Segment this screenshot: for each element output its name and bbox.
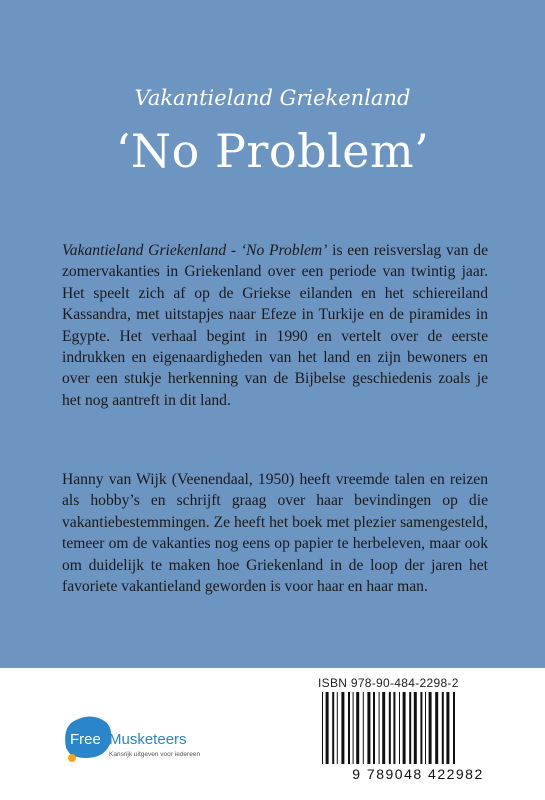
barcode-number: 9 789048 422982 (352, 766, 484, 782)
barcode-bar (332, 692, 334, 764)
barcode-bar (393, 692, 395, 764)
blurb-lead-italic: Vakantieland Griekenland - ‘No Problem’ (62, 242, 328, 259)
barcode-bar (389, 692, 391, 764)
barcode-bar (356, 692, 359, 764)
barcode-bar (367, 692, 370, 764)
barcode-bar (420, 692, 422, 764)
blurb-paragraph (62, 240, 488, 411)
barcode-bar (353, 692, 354, 764)
blurb-body: is een reisverslag van de zomervakanties in Griekenland over een periode van twintig jaar. Het speelt zich af op de Griekse eilanden en het schiereiland Kassandra, met uitstapjes naar Efeze in Turkije en de piramides in Egypte. Het verhaal begint in 1990 en vertelt over de eerste indrukken en eigenaardigheden van het land en zijn bewoners en over een stukje herkenning van de Bijbelse geschiedenis zoals je het nog aantreft in dit land. (62, 242, 489, 409)
barcode-bar (446, 692, 449, 764)
barcode-bar (379, 692, 380, 764)
barcode-bar (382, 692, 385, 764)
barcode-bar (399, 692, 400, 764)
barcode-bar (429, 692, 432, 764)
barcode-bar (435, 692, 438, 764)
barcode-bar (425, 692, 426, 764)
author-bio-paragraph: Hanny van Wijk (Veenendaal, 1950) heeft vreemde talen en reizen als hobby’s en schrijft graag over haar bevindingen op die vakantiebestemmingen. Ze heeft het boek met plezier samengesteld, temeer om de vakanties nog eens op papier te herbeleven, maar ook om duidelijk te maken hoe Griekenland in de loop der jaren het favoriete vakantieland geworden is voor haar en haar man. (62, 471, 488, 596)
publisher-name-musketeers: Musketeers (109, 731, 187, 748)
publisher-name-free: Free (70, 731, 101, 748)
barcode-bar (373, 692, 375, 764)
barcode-bar (453, 692, 455, 764)
publisher-logo (62, 708, 262, 768)
barcode-bar (337, 692, 338, 764)
barcode-bar (403, 692, 406, 764)
barcode-bar (322, 692, 323, 764)
barcode-bar (348, 692, 350, 764)
barcode-bar (442, 692, 444, 764)
barcode-bar (414, 692, 417, 764)
isbn-barcode (318, 692, 518, 764)
isbn-label: ISBN 978-90-484-2298-2 (318, 676, 459, 690)
cover-subtitle: Vakantieland Griekenland (134, 86, 411, 110)
publisher-tagline: Kansrijk uitgeven voor iedereen (109, 751, 201, 758)
cover-title: ‘No Problem’ (115, 124, 430, 178)
logo-dot-icon (68, 754, 76, 762)
barcode-bar (326, 692, 329, 764)
barcode-bar (341, 692, 344, 764)
barcode-bar (363, 692, 364, 764)
barcode-bar (409, 692, 411, 764)
